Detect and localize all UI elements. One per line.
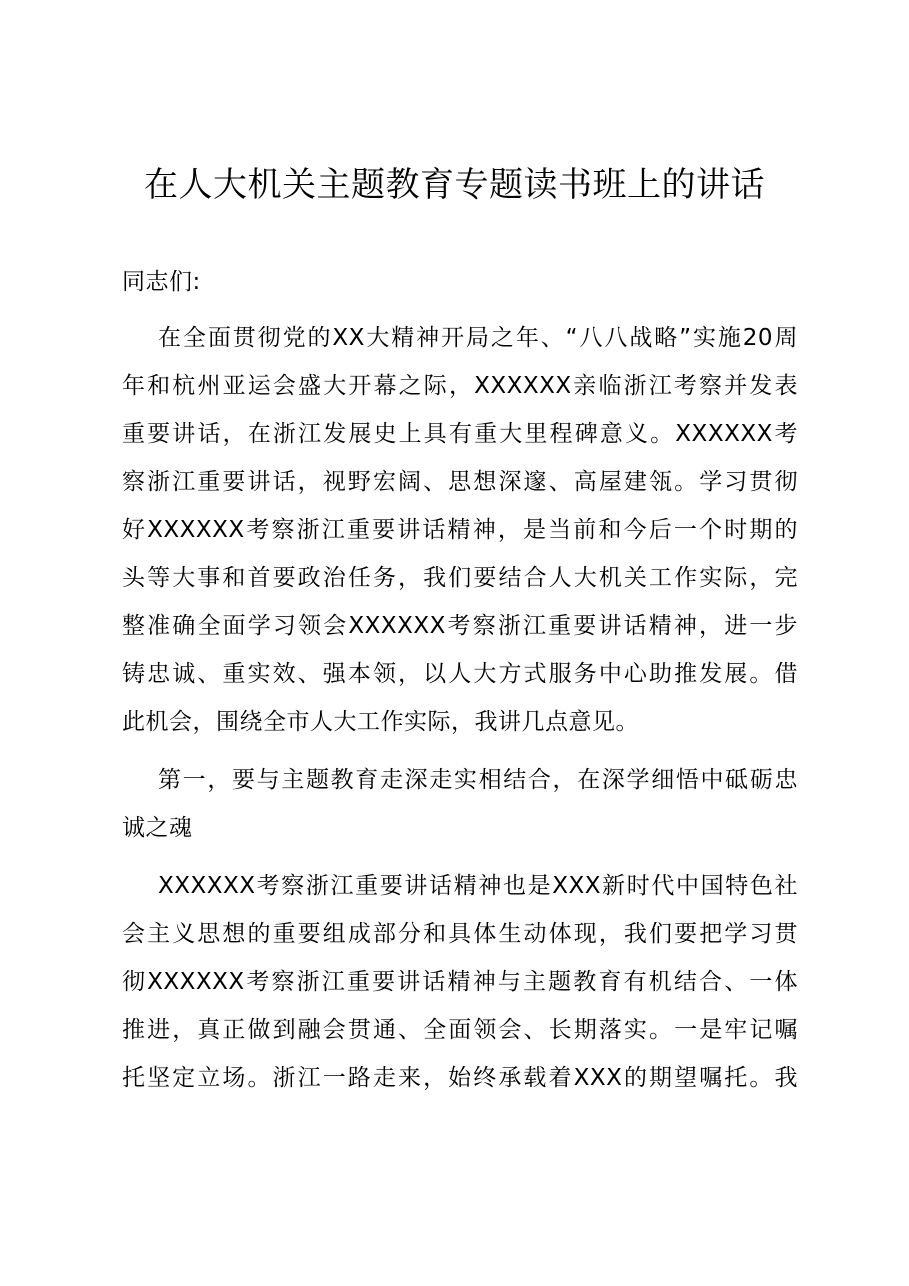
- paragraph-2: [122, 862, 798, 1102]
- text-line: 铸忠诚、重实效、强本领，以人大方式服务中心助推发展。借: [122, 661, 798, 687]
- text-line: XXXXXX考察浙江重要讲话精神也是XXX新时代中国特色社: [158, 873, 798, 899]
- text-line: 诚之魂: [122, 815, 193, 841]
- text-line: 重要讲话，在浙江发展史上具有重大里程碑意义。XXXXXX考: [122, 421, 798, 447]
- document-title: 在人大机关主题教育专题读书班上的讲话: [144, 165, 765, 205]
- text-line: 托坚定立场。浙江一路走来，始终承载着XXX的期望嘱托。我: [122, 1065, 798, 1091]
- text-line: 会主义思想的重要组成部分和具体生动体现，我们要把学习贯: [122, 921, 798, 947]
- document-body: [122, 314, 798, 1112]
- text-line: 第一，要与主题教育走深走实相结合，在深学细悟中砥砺忠: [158, 767, 798, 793]
- text-line: 在全面贯彻党的XX大精神开局之年、“八八战略”实施20周: [158, 325, 798, 351]
- text-line: 整准确全面学习领会XXXXXX考察浙江重要讲话精神，进一步: [122, 613, 798, 639]
- text-line: 彻XXXXXX考察浙江重要讲话精神与主题教育有机结合、一体: [122, 969, 798, 995]
- text-line: 好XXXXXX考察浙江重要讲话精神，是当前和今后一个时期的: [122, 517, 798, 543]
- text-line: 头等大事和首要政治任务，我们要结合人大机关工作实际，完: [122, 565, 798, 591]
- text-line: 年和杭州亚运会盛大开幕之际，XXXXXX亲临浙江考察并发表: [122, 373, 798, 399]
- text-line: 推进，真正做到融会贯通、全面领会、长期落实。一是牢记嘱: [122, 1017, 798, 1043]
- text-line: 此机会，围绕全市人大工作实际，我讲几点意见。: [122, 709, 639, 735]
- salutation: 同志们:: [122, 269, 201, 295]
- text-line: 察浙江重要讲话，视野宏阔、思想深邃、高屋建瓴。学习贯彻: [122, 469, 798, 495]
- paragraph-1: [122, 314, 798, 746]
- section-heading-1: [122, 756, 798, 852]
